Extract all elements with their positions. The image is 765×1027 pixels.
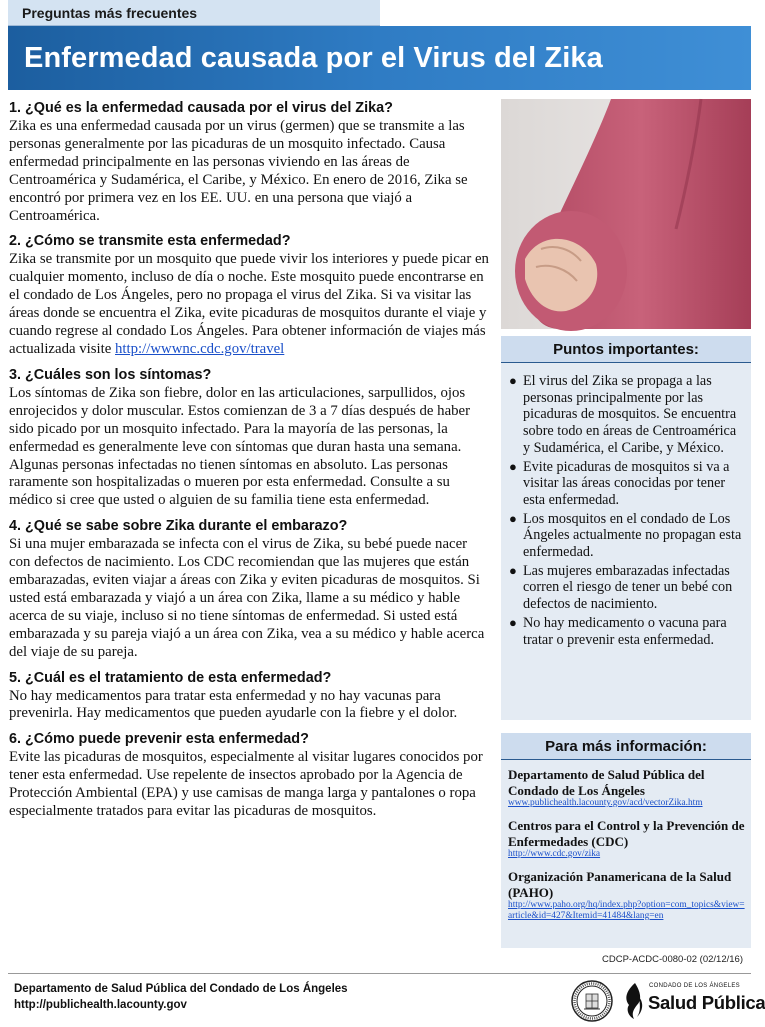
- key-points-list: [501, 363, 751, 648]
- question-heading: 3. ¿Cuáles son los síntomas?: [9, 366, 212, 383]
- key-point-text: El virus del Zika se propaga a las personas principalmente por las picaduras de mosquitos. Se encuentra sobre todo en áreas de Centroamérica y Sudamérica, el Caribe, y México.: [523, 373, 737, 456]
- more-info-heading: Para más información:: [501, 733, 751, 760]
- pregnant-woman-photo: [501, 99, 751, 329]
- faq-item-2: [9, 232, 491, 358]
- key-points-box: [501, 336, 751, 720]
- faq-column: [9, 99, 491, 828]
- question-heading: 2. ¿Cómo se transmite esta enfermedad?: [9, 233, 291, 250]
- question-heading: 1. ¿Qué es la enfermedad causada por el virus del Zika?: [9, 100, 393, 116]
- question-heading: 6. ¿Cómo puede prevenir esta enfermedad?: [9, 731, 309, 748]
- bullet-icon: ●: [509, 373, 517, 388]
- key-point-text: Evite picaduras de mosquitos si va a visitar las áreas conocidas por tener esta enfermedad.: [523, 458, 730, 508]
- dph-logo-county: CONDADO DE LOS ÁNGELES: [649, 983, 740, 989]
- footer-dept-name: Departamento de Salud Pública del Condado de Los Ángeles: [14, 983, 348, 995]
- footer-divider: [8, 973, 751, 974]
- key-point-item: [509, 459, 743, 509]
- footer-department: [14, 981, 348, 1013]
- key-point-item: [509, 373, 743, 457]
- faq-item-4: [9, 517, 491, 661]
- answer-text: Evite las picaduras de mosquitos, especialmente al visitar lugares conocidos por tener esta enfermedad. Use repelente de insectos aprobado por la Agencia de Protección Ambiental (EPA) y use camisas de manga larga y pantalones o ropa especialmente tratados para evitar las picaduras de mosquitos.: [9, 749, 483, 820]
- key-point-item: [509, 511, 743, 561]
- cdc-travel-link[interactable]: http://wwwnc.cdc.gov/travel: [115, 340, 285, 357]
- flame-icon: [622, 981, 646, 1021]
- key-points-heading: Puntos importantes:: [501, 336, 751, 363]
- faq-item-6: [9, 730, 491, 821]
- key-point-text: Los mosquitos en el condado de Los Ángeles actualmente no propagan esta enfermedad.: [523, 510, 742, 561]
- dph-logo-name: Salud Pública: [648, 992, 765, 1013]
- org-name: Centros para el Control y la Prevención de Enfermedades (CDC): [508, 818, 745, 849]
- key-point-item: [509, 615, 743, 648]
- question-heading: 5. ¿Cuál es el tratamiento de esta enfermedad?: [9, 669, 332, 686]
- bullet-icon: ●: [509, 614, 517, 630]
- faq-tab-label: Preguntas más frecuentes: [8, 0, 380, 26]
- dph-logo: [622, 981, 765, 1021]
- bullet-icon: ●: [509, 510, 517, 526]
- org-link[interactable]: http://www.cdc.gov/zika: [508, 849, 601, 859]
- answer-text-body: Zika se transmite por un mosquito que puede vivir los interiores y puede picar en cualquier momento, incluso de día o noche. Este mosquito puede encontrarse en el condado de Los Ángeles, pero no propaga el virus del Zika. Si va visitar las áreas donde se encuentra el Zika, evite picaduras de mosquitos durante el viaje y cuando regrese al condado Los Ángeles. Para obtener información de viajes más actualizada visite: [9, 251, 489, 357]
- answer-text: [9, 251, 491, 358]
- answer-text: Zika es una enfermedad causada por un virus (germen) que se transmite a las personas generalmente por las picaduras de un mosquito infectado. Causa enfermedad principalmente en las personas viviendo en las áreas de Centroamérica y Sudamérica, el Caribe, y México. En enero de 2016, Zika se encontró por primera vez en los EE. UU. en una persona que viajó a Centroamérica.: [9, 118, 468, 224]
- question-heading: 4. ¿Qué se sabe sobre Zika durante el embarazo?: [9, 518, 348, 535]
- org-link[interactable]: http://www.paho.org/hq/index.php?option=com_topics&view=article&id=427&Itemid=41484&lang=en: [508, 900, 745, 921]
- key-point-text: Las mujeres embarazadas infectadas corren el riesgo de tener un bebé con defectos de nacimiento.: [523, 562, 733, 613]
- more-info-box: [501, 733, 751, 948]
- faq-item-3: [9, 366, 491, 510]
- org-name: Departamento de Salud Pública del Condado de Los Ángeles: [508, 767, 705, 798]
- org-link[interactable]: www.publichealth.lacounty.gov/acd/vectorZika.htm: [508, 798, 703, 808]
- more-info-list: [501, 760, 751, 922]
- key-point-text: No hay medicamento o vacuna para tratar o prevenir esta enfermedad.: [523, 614, 727, 648]
- org-name: Organización Panamericana de la Salud (PAHO): [508, 869, 732, 900]
- bullet-icon: ●: [509, 562, 517, 578]
- bullet-icon: ●: [509, 458, 517, 474]
- faq-item-1: [9, 99, 491, 225]
- answer-text: No hay medicamentos para tratar esta enfermedad y no hay vacunas para prevenirla. Hay medicamentos que pueden ayudarle con la fiebre y el dolor.: [9, 687, 458, 722]
- document-code: CDCP-ACDC-0080-02 (02/12/16): [602, 954, 743, 965]
- faq-item-5: [9, 669, 491, 724]
- county-seal-icon: [571, 980, 613, 1022]
- footer-website[interactable]: http://publichealth.lacounty.gov: [14, 999, 187, 1011]
- answer-text: Si una mujer embarazada se infecta con el virus de Zika, su bebé puede nacer con defectos de nacimiento. Los CDC recomiendan que las mujeres que están embarazadas, eviten viajar a áreas con Zika y eviten picaduras de mosquitos. Si usted está embarazada y viajó a un área con Zika, llame a su médico y hable acerca de su viaje, incluso si no tiene síntomas de enfermedad. Si usted está embarazada y su pareja viajó a un área con Zika, vea a su médico y hable acerca del viaje de su pareja.: [9, 536, 485, 660]
- page-title: Enfermedad causada por el Virus del Zika: [8, 26, 751, 90]
- answer-text: Los síntomas de Zika son fiebre, dolor en las articulaciones, sarpullidos, ojos enrojecidos y dolor muscular. Estos comienzan de 3 a 7 días después de haber sido picado por un mosquito infectado. Para la mayoría de las personas, la enfermedad es generalmente leve con síntomas que duran hasta una semana. Algunas personas infectadas no tienen síntomas en absoluto. Las personas raramente son hospitalizadas o mueren por esta enfermedad. Consulte a su médico si cree que usted o alguien de su familia tiene esta enfermedad.: [9, 384, 471, 509]
- key-point-item: [509, 563, 743, 613]
